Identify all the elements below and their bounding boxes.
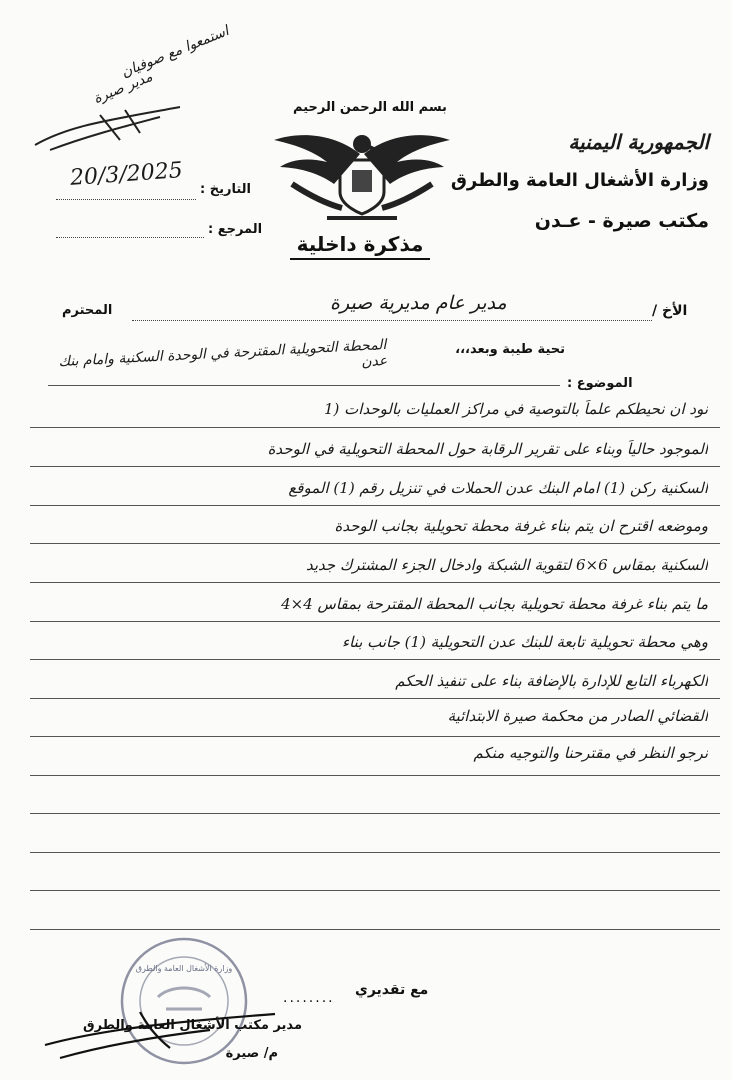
ministry-name: وزارة الأشغال العامة والطرق	[450, 170, 709, 191]
manager-title: مدير مكتب الأشغال العامة والطرق	[82, 1018, 302, 1033]
subject-label: الموضوع :	[567, 376, 633, 391]
ruled-line	[30, 427, 720, 428]
ruled-line	[30, 736, 720, 737]
memo-title: مذكرة داخلية	[290, 232, 430, 260]
body-line: ما يتم بناء غرفة محطة تحويلية بجانب المحطة المقترحة بمقاس 4×4	[281, 595, 708, 613]
ruled-line	[30, 852, 720, 853]
republic-name: الجمهورية اليمنية	[568, 130, 709, 154]
date-label: التاريخ :	[200, 182, 251, 197]
subject-text: المحطة التحويلية المقترحة في الوحدة السكنية وامام بنك عدن	[58, 336, 388, 371]
margin-note-line2: مدير صيرة	[91, 68, 155, 108]
addressee-name: مدير عام مديرية صيرة	[330, 292, 507, 314]
body-line: السكنية ركن (1) امام البنك عدن الحملات في تنزيل رقم (1) الموقع	[288, 479, 708, 497]
ruled-line	[30, 813, 720, 814]
date-field-line	[56, 199, 196, 200]
ruled-line	[30, 698, 720, 699]
body-line: السكنية بمقاس 6×6 لتقوية الشبكة وادخال الجزء المشترك جديد	[306, 556, 708, 574]
body-line: نود ان نحيطكم علماً بالتوصية في مراكز العمليات بالوحدات (1	[323, 400, 708, 418]
ruled-line	[30, 621, 720, 622]
manager-signature	[40, 1000, 280, 1070]
ruled-line	[30, 466, 720, 467]
date-value: 20/3/2025	[69, 158, 184, 191]
ruled-line	[30, 582, 720, 583]
margin-note-line1: استمعوا مع صوفيان	[119, 23, 232, 81]
addressee-label: الأخ /	[652, 303, 688, 319]
stamp-text: وزارة الأشغال العامة والطرق	[135, 964, 233, 973]
regards: مع تقديري	[355, 982, 429, 998]
basmala: بسم الله الرحمن الرحيم	[293, 100, 447, 115]
ruled-line	[30, 890, 720, 891]
margin-signature	[30, 95, 190, 165]
body-line: نرجو النظر في مقترحنا والتوجيه منكم	[473, 744, 708, 762]
ruled-line	[30, 659, 720, 660]
reference-field-line	[56, 237, 204, 238]
body-line: الموجود حالياً وبناء على تقرير الرقابة حول المحطة التحويلية في الوحدة	[267, 440, 708, 458]
yemen-emblem-icon	[272, 122, 452, 228]
body-line: وموضعه اقترح ان يتم بناء غرفة محطة تحويلية بجانب الوحدة	[334, 517, 708, 535]
ruled-line	[30, 929, 720, 930]
reference-label: المرجع :	[208, 222, 263, 237]
ruled-line	[30, 775, 720, 776]
office-name: مكتب صيرة - عـدن	[534, 210, 709, 232]
addressee-honorific: المحترم	[62, 303, 113, 318]
office-place: م/ صيرة	[225, 1046, 278, 1061]
ruled-line	[30, 505, 720, 506]
body-line: وهي محطة تحويلية تابعة للبنك عدن التحويلية (1) جانب بناء	[342, 633, 708, 651]
addressee-line	[132, 320, 652, 321]
body-line: الكهرباء التابع للإدارة بالإضافة بناء على تنفيذ الحكم	[395, 672, 708, 690]
body-line: القضائي الصادر من محكمة صيرة الابتدائية	[447, 707, 708, 725]
subject-line	[48, 385, 560, 386]
ruled-line	[30, 543, 720, 544]
greeting: تحية طيبة وبعد،،،	[455, 342, 565, 357]
regards-dots: ........	[283, 990, 335, 1006]
